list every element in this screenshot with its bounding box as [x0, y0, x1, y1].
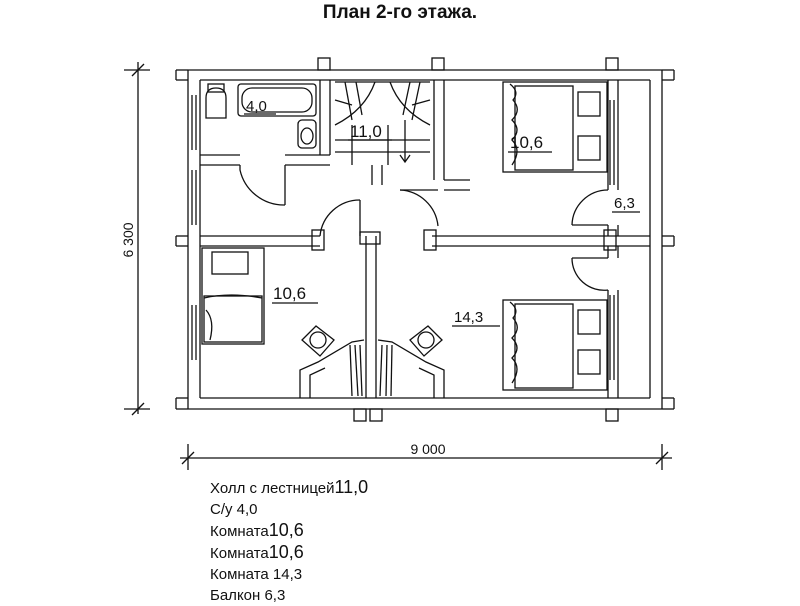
- legend-area: 11,0: [334, 477, 369, 497]
- legend-row-balcony: [210, 585, 368, 606]
- bed-left: [202, 248, 264, 344]
- room-label-balcony: 6,3: [614, 195, 635, 212]
- legend-row-room-3: [210, 564, 368, 585]
- room-legend: [210, 477, 368, 606]
- dimension-height-label: 6 300: [120, 222, 136, 258]
- legend-row-room-2: [210, 542, 368, 564]
- legend-row-room-1: [210, 520, 368, 542]
- legend-name: Комната: [210, 523, 269, 540]
- room-label-hall: 11,0: [350, 122, 382, 141]
- legend-name: С/у: [210, 501, 237, 518]
- desk-right: [378, 326, 444, 398]
- legend-name: Комната: [210, 566, 273, 583]
- dimension-width-label: 9 000: [410, 441, 446, 457]
- legend-area: 4,0: [236, 501, 258, 518]
- legend-row-hall: [210, 477, 368, 499]
- room-label-bedroom-left: 10,6: [273, 284, 307, 303]
- legend-name: Комната: [210, 545, 269, 562]
- legend-row-bathroom: [210, 499, 368, 520]
- bathroom-fixtures: [206, 84, 316, 148]
- legend-area: 14,3: [272, 566, 303, 583]
- windows: [192, 95, 614, 380]
- legend-area: 10,6: [268, 542, 304, 562]
- desk-left: [300, 326, 364, 398]
- legend-name: Холл с лестницей: [210, 480, 335, 497]
- legend-area: 6,3: [264, 587, 286, 604]
- room-label-bedroom-bottom-right: 14,3: [454, 309, 484, 326]
- bed-bottom-right: [503, 300, 607, 390]
- room-label-bathroom: 4,0: [246, 98, 267, 115]
- plan-title: План 2-го этажа.: [322, 2, 478, 23]
- room-label-bedroom-top-right: 10,6: [510, 133, 544, 152]
- legend-area: 10,6: [268, 520, 304, 540]
- doors: [240, 165, 608, 290]
- legend-name: Балкон: [210, 587, 265, 604]
- bed-top-right: [503, 82, 607, 172]
